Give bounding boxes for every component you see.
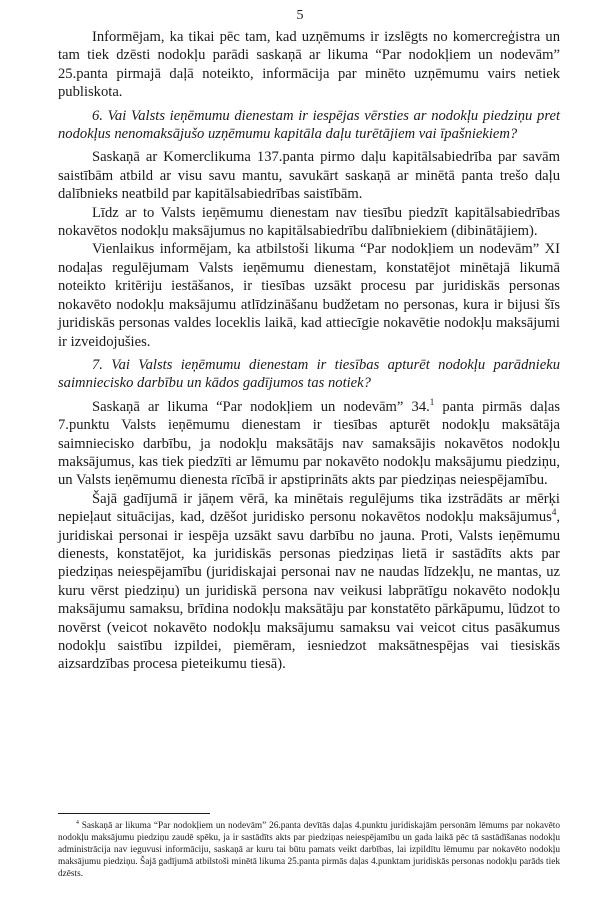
footnote-divider (58, 813, 210, 814)
footnote-reference: 4 (551, 507, 557, 518)
paragraph-board-member-liability: Vienlaikus informējam, ka atbilstoši likuma “Par nodokļiem un nodevām” XI nodaļas regulējumam Valsts ieņēmumu dienestam, konstatējot minētajā likumā noteikto kritēriju iestāšanos, ir tiesības uzsākt procesu par juridiskās personas nokavēto nodokļu maksājumu atlīdzināšanu budžetam no personas, kura ir bijusi šīs juridiskās personas valdes loceklis laikā, kad attiecīgie nokavētie nodokļu maksājumi ir izveidojušies. (58, 241, 560, 350)
footnote-text: Saskaņā ar likuma “Par nodokļiem un nodevām” 26.panta devītās daļas 4.punktu juridiskajām personām lēmums par nokavēto nodokļu maksājumu piedziņu zaudē spēku, ja ir sastādīts akts par piedziņas neiespējamību un gada laikā pēc tā sastādīšanas nodokļu administrācija nav ieguvusi informāciju, saskaņā ar kuru tai būtu pamats veikt darbības, lai izpildītu lēmumu par nokavēto nodokļu maksājumu piedziņu. Šajā gadījumā atbilstoši minētā likuma 25.panta pirmās daļas 4.punktam juridiskās personas nodokļu parāds tiek dzēsts. (58, 821, 560, 879)
paragraph-commercial-law: Saskaņā ar Komerclikuma 137.panta pirmo daļu kapitālsabiedrība par savām saistībām atbild ar visu savu mantu, savukārt saskaņā ar minētā panta trešo daļu dalībnieks neatbild par kapitālsabiedrības saistībām. (58, 149, 560, 203)
question-7-heading: 7. Vai Valsts ieņēmumu dienestam ir tiesības apturēt nodokļu parādnieku saimniecisko darbību un kādos gadījumos tas notiek? (58, 356, 560, 392)
paragraph-no-recovery-rights: Līdz ar to Valsts ieņēmumu dienestam nav tiesību piedzīt kapitālsabiedrības nokavētos nodokļu maksājumus no kapitālsabiedrību dalībniekiem (dibinātājiem). (58, 204, 560, 240)
paragraph-purpose-text-end: , juridiskai personai ir iespēja uzsākt savu darbību no jauna. Proti, Valsts ieņēmumu dienests, konstatējot, ka juridiskās personas piedziņas lietā ir sastādīts akts par piedziņas neiespējamību (juridiskajai personai nav ne naudas līdzekļu, ne mantas, uz kuru vērst piedziņu) un juridiskā persona nav veikusi labprātīgu nokavēto nodokļu maksājumu samaksu, brīdina nodokļu maksātāju par konstatēto pārkāpumu, lūdzot to novērst (veicot nokavēto nodokļu maksājumu samaksu vai veicot citus pasākumus nodokļu saistību izpildei, piemēram, iesniedzot maksātnespējas vai tiesiskās aizsardzības procesa pieteikumu tiesā). (58, 509, 560, 673)
footnote-marker: 4 (76, 819, 79, 826)
paragraph-regulation-purpose (58, 490, 560, 674)
paragraph-suspension-text-start: Saskaņā ar likuma “Par nodokļiem un nodevām” 34. (92, 398, 430, 415)
document-body (58, 28, 560, 674)
article-superscript: 1 (429, 396, 435, 407)
paragraph-company-delisting: Informējam, ka tikai pēc tam, kad uzņēmums ir izslēgts no komercreģistra un tam tiek dzēsti nodokļu parādi saskaņā ar likuma “Par nodokļiem un nodevām” 25.panta pirmajā daļā noteikto, informācija par minēto uzņēmumu vairs netiek publiskota. (58, 29, 560, 101)
footnote (58, 820, 560, 880)
page-number: 5 (296, 8, 304, 23)
paragraph-suspension-rights (58, 398, 560, 490)
paragraph-purpose-text-start: Šajā gadījumā ir jāņem vērā, ka minētais regulējums tika izstrādāts ar mērķi nepieļaut situācijas, kad, dzēšot juridisko personu nokavētos nodokļu maksājumus (58, 490, 560, 526)
paragraph-suspension-text-end: panta pirmās daļas 7.punktu Valsts ieņēmumu dienestam ir tiesības apturēt nodokļu maksātāja saimniecisko darbību, ja nodokļu maksātājs nav samaksājis nokavētos nodokļu maksājumus, kas tiek piedzīti ar lēmumu par nokavēto nodokļu maksājumu piedziņu, un Valsts ieņēmumu dienesta rīcībā ir apstiprināts akts par piedziņas neiespējamību. (58, 398, 560, 489)
question-6-heading: 6. Vai Valsts ieņēmumu dienestam ir iespējas vērsties ar nodokļu piedziņu pret nodokļus nenomaksājušo uzņēmumu kapitāla daļu turētājiem vai īpašniekiem? (58, 107, 560, 143)
